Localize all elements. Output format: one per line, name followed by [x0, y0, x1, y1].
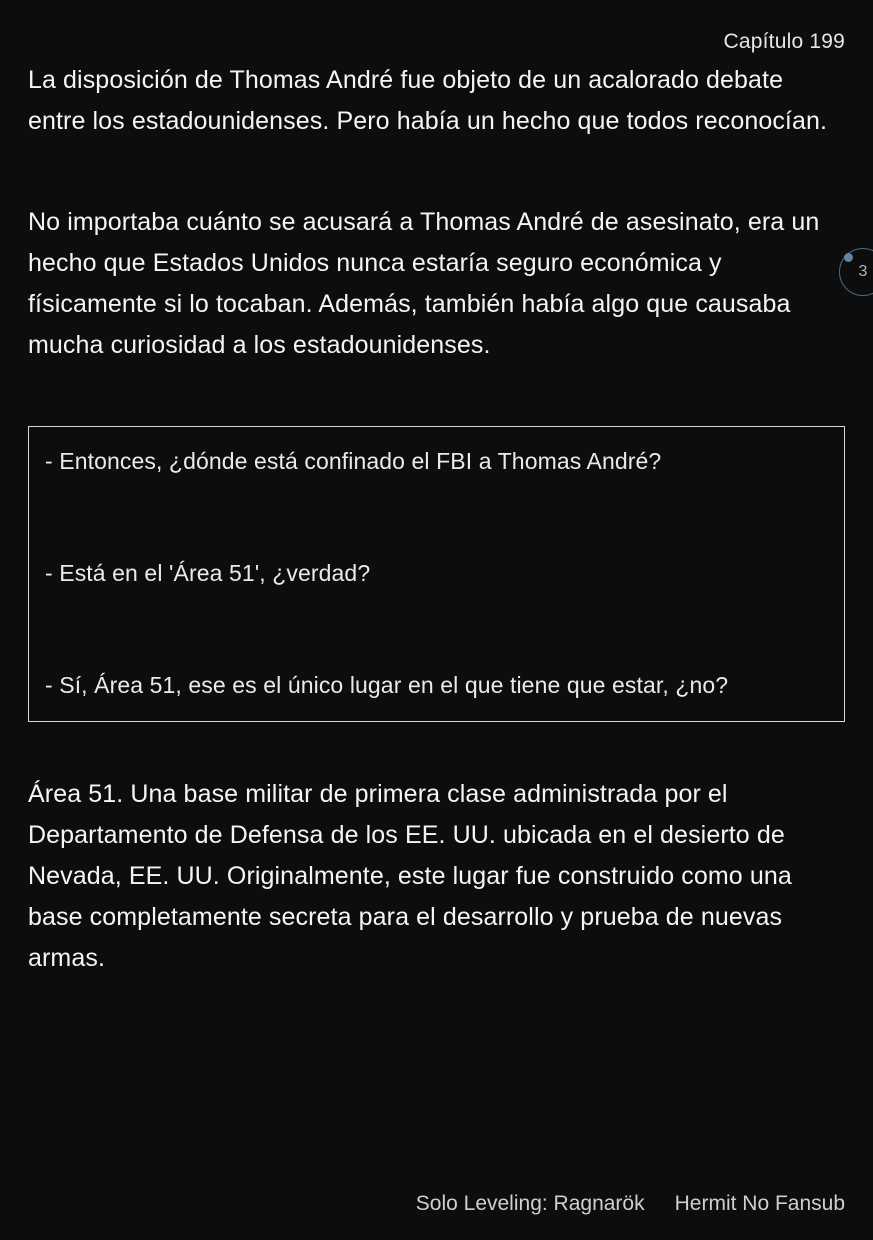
fansub-credit: Hermit No Fansub	[674, 1192, 845, 1215]
chapter-content	[28, 60, 845, 1039]
dialogue-line: - Entonces, ¿dónde está confinado el FBI a Thomas André?	[45, 448, 662, 474]
badge-count: 3	[858, 263, 868, 280]
series-title: Solo Leveling: Ragnarök	[415, 1192, 645, 1215]
badge-dot-icon	[844, 253, 853, 262]
paragraph: La disposición de Thomas André fue objeto de un acalorado debate entre los estadounidenses. Pero había un hecho que todos reconocían.	[28, 66, 828, 135]
paragraph: Área 51. Una base militar de primera clase administrada por el Departamento de Defensa de los EE. UU. ubicada en el desierto de Nevada, EE. UU. Originalmente, este lugar fue construido como una base completamente secreta para el desarrollo y prueba de nuevas armas.	[28, 780, 792, 972]
dialogue-box	[28, 426, 845, 722]
dialogue-line: - Sí, Área 51, ese es el único lugar en el que tiene que estar, ¿no?	[45, 672, 729, 698]
dialogue-line: - Está en el 'Área 51', ¿verdad?	[45, 560, 371, 586]
paragraph: No importaba cuánto se acusará a Thomas André de asesinato, era un hecho que Estados Unidos nunca estaría seguro económica y físicamente si lo tocaban. Además, también había algo que causaba mucha curiosidad a los estadounidenses.	[28, 208, 820, 359]
chapter-label: Capítulo 199	[723, 30, 845, 53]
page-footer	[0, 1192, 845, 1216]
